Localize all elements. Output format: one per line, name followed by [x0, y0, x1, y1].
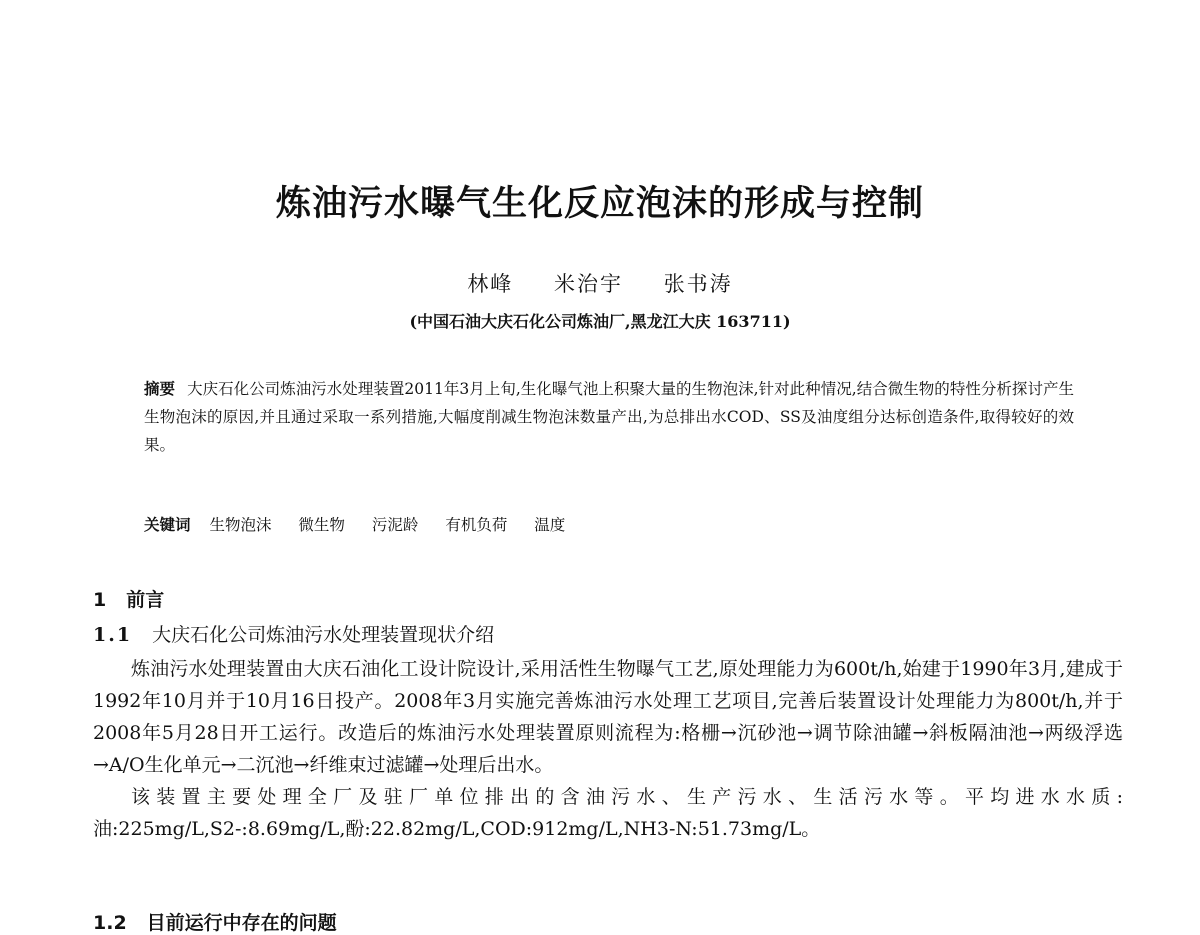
keyword: 污泥龄	[371, 516, 419, 534]
keyword: 有机负荷	[445, 516, 508, 534]
keyword: 微生物	[298, 516, 345, 534]
abstract-text: 大庆石化公司炼油污水处理装置2011年3月上旬,生化曝气池上积聚大量的生物泡沫,针对此种情况,结合微生物的特性分析探讨产生生物泡沫的原因,并且通过采取一系列措施,大幅度削减生物泡沫数量产出,为总排出水COD、SS及油度组分达标创造条件,取得较好的效果。	[144, 380, 1074, 454]
paragraph: 该装置主要处理全厂及驻厂单位排出的含油污水、生产污水、生活污水等。平均进水水质:油:225mg/L,S2-:8.69mg/L,酚:22.82mg/L,COD:912mg/L,NH3-N:51.73mg/L。	[93, 786, 1123, 840]
section-number: 1	[93, 589, 107, 611]
abstract	[144, 375, 1074, 459]
author-list	[0, 268, 1200, 298]
subsection-title: 目前运行中存在的问题	[146, 912, 337, 934]
author-name: 米治宇	[554, 272, 623, 296]
body-text	[93, 653, 1123, 845]
author-name: 林峰	[467, 272, 514, 296]
keywords	[144, 513, 587, 535]
subsection-number: 1.2	[93, 912, 127, 934]
keywords-label: 关键词	[144, 516, 191, 534]
subsection-heading	[93, 620, 494, 647]
abstract-label: 摘要	[144, 380, 176, 398]
keyword: 温度	[534, 516, 566, 534]
paper-title: 炼油污水曝气生化反应泡沫的形成与控制	[275, 184, 924, 224]
section-heading	[93, 585, 164, 612]
paragraph: 炼油污水处理装置由大庆石油化工设计院设计,采用活性生物曝气工艺,原处理能力为600t/h,始建于1990年3月,建成于1992年10月并于10月16日投产。2008年3月实施完善炼油污水处理工艺项目,完善后装置设计处理能力为800t/h,并于2008年5月28日开工运行。改造后的炼油污水处理装置原则流程为:格栅→沉砂池→调节除油罐→斜板隔油池→两级浮选→A/O生化单元→二沉池→纤维束过滤罐→处理后出水。	[93, 658, 1123, 776]
section-title: 前言	[126, 589, 165, 611]
subsection-title: 大庆石化公司炼油污水处理装置现状介绍	[152, 624, 495, 646]
subsection-number: 1.1	[93, 624, 133, 646]
keyword: 生物泡沫	[209, 516, 272, 534]
subsection-heading	[93, 908, 337, 935]
author-name: 张书涛	[663, 272, 733, 296]
affiliation: (中国石油大庆石化公司炼油厂,黑龙江大庆 163711)	[409, 312, 791, 331]
